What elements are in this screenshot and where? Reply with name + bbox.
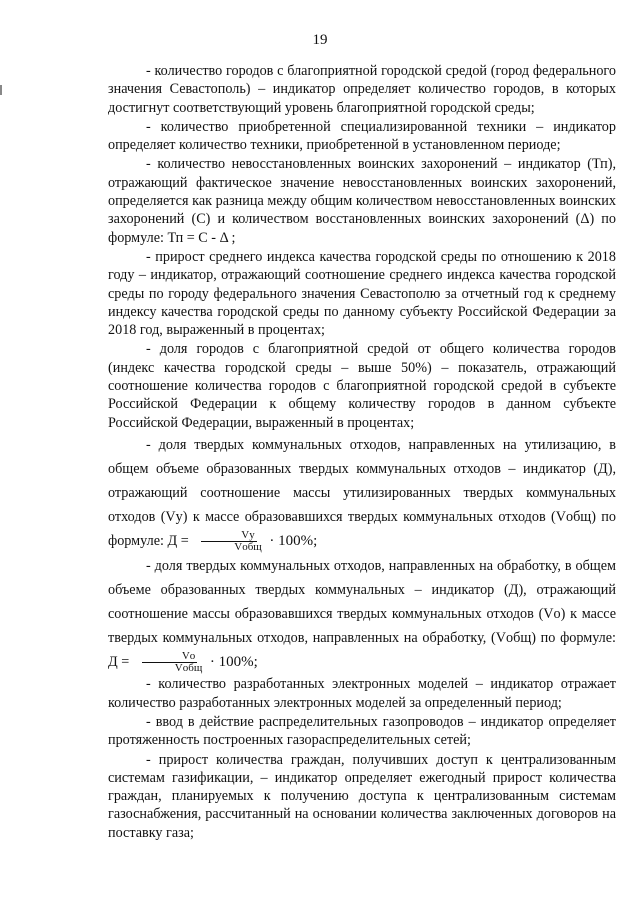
paragraph-waste-utilization [108, 433, 616, 553]
formula-denominator: Vобщ [234, 541, 262, 554]
paragraph-gas-pipelines: - ввод в действие распределительных газопроводов – индикатор определяет протяженность построенных газораспределительных сетей; [108, 714, 616, 749]
page-number: 19 [312, 32, 328, 48]
formula-numerator: Vу [201, 530, 256, 542]
paragraph-favorable-cities-share: - доля городов с благоприятной средой от общего количества городов (индекс качества городской среды – выше 50%) – показатель, отражающий соотношение количества городов с благоприятной городской средой в субъекте Российской Федерации к общему количеству городов в данном субъекте Российской Федерации, выраженный в процентах; [108, 341, 616, 431]
paragraph-waste-processing [108, 554, 616, 674]
margin-mark [0, 85, 2, 95]
formula-multiplier: · 100%; [269, 532, 318, 549]
paragraph-gas-access-growth: - прирост количества граждан, получивших доступ к централизованным системам газификации, – индикатор определяет ежегодный прирост количества граждан, планируемых к получению доступа к централизованным системам газоснабжения, рассчитанный на основании количества заключенных договоров на поставку газа; [108, 751, 616, 841]
formula-denominator: Vобщ [174, 662, 203, 675]
formula-multiplier: · 100%; [209, 654, 258, 671]
paragraph-urban-index-growth: - прирост среднего индекса качества городской среды по отношению к 2018 году – индикатор, отражающий соотношение среднего индекса качества городской среды по городу федерального значения Севастополю за отчетный год к среднему индексу качества городской среды по данному субъекту Российской Федерации за 2018 год, выраженный в процентах; [108, 248, 616, 339]
formula-fraction [135, 651, 205, 674]
formula-fraction [194, 530, 264, 553]
paragraph-cities-count: - количество городов с благоприятной городской средой (город федерального значения Севастополь) – индикатор определяет количество городов, в которых достигнут соответствующий уровень благоприятной городской среды; [108, 63, 616, 116]
paragraph-special-equipment: - количество приобретенной специализированной техники – индикатор определяет количество техники, приобретенной в установленном периоде; [108, 118, 616, 154]
waste-utilization-text: - доля твердых коммунальных отходов, направленных на утилизацию, в общем объеме образованных твердых коммунальных отходов – индикатор (Д), отражающий соотношение массы утилизированных твердых коммунальных отходов (Vу) к массе образовавшихся твердых коммунальных отходов (Vобщ) по формуле: Д = [108, 436, 616, 549]
paragraph-military-graves: - количество невосстановленных воинских захоронений – индикатор (Тп), отражающий фактическое значение невосстановленных воинских захоронений, определяется как разница между общим количеством невосстановленных воинских захоронений (С) и количеством восстановленных воинских захоронений (Δ) по формуле: Тп = С - Δ ; [108, 156, 616, 246]
formula-numerator: Vо [142, 651, 197, 663]
document-body [108, 62, 616, 842]
waste-processing-text: - доля твердых коммунальных отходов, направленных на обработку, в общем объеме образованных твердых коммунальных – индикатор (Д), отражающий соотношение массы образовавшихся твердых коммунальных отходов (Vо) к массе твердых коммунальных отходов, направленных на обработку, (Vобщ) по формуле: Д = [108, 558, 616, 671]
paragraph-electronic-models: - количество разработанных электронных моделей – индикатор отражает количество разработанных электронных моделей за определенный период; [108, 676, 616, 711]
